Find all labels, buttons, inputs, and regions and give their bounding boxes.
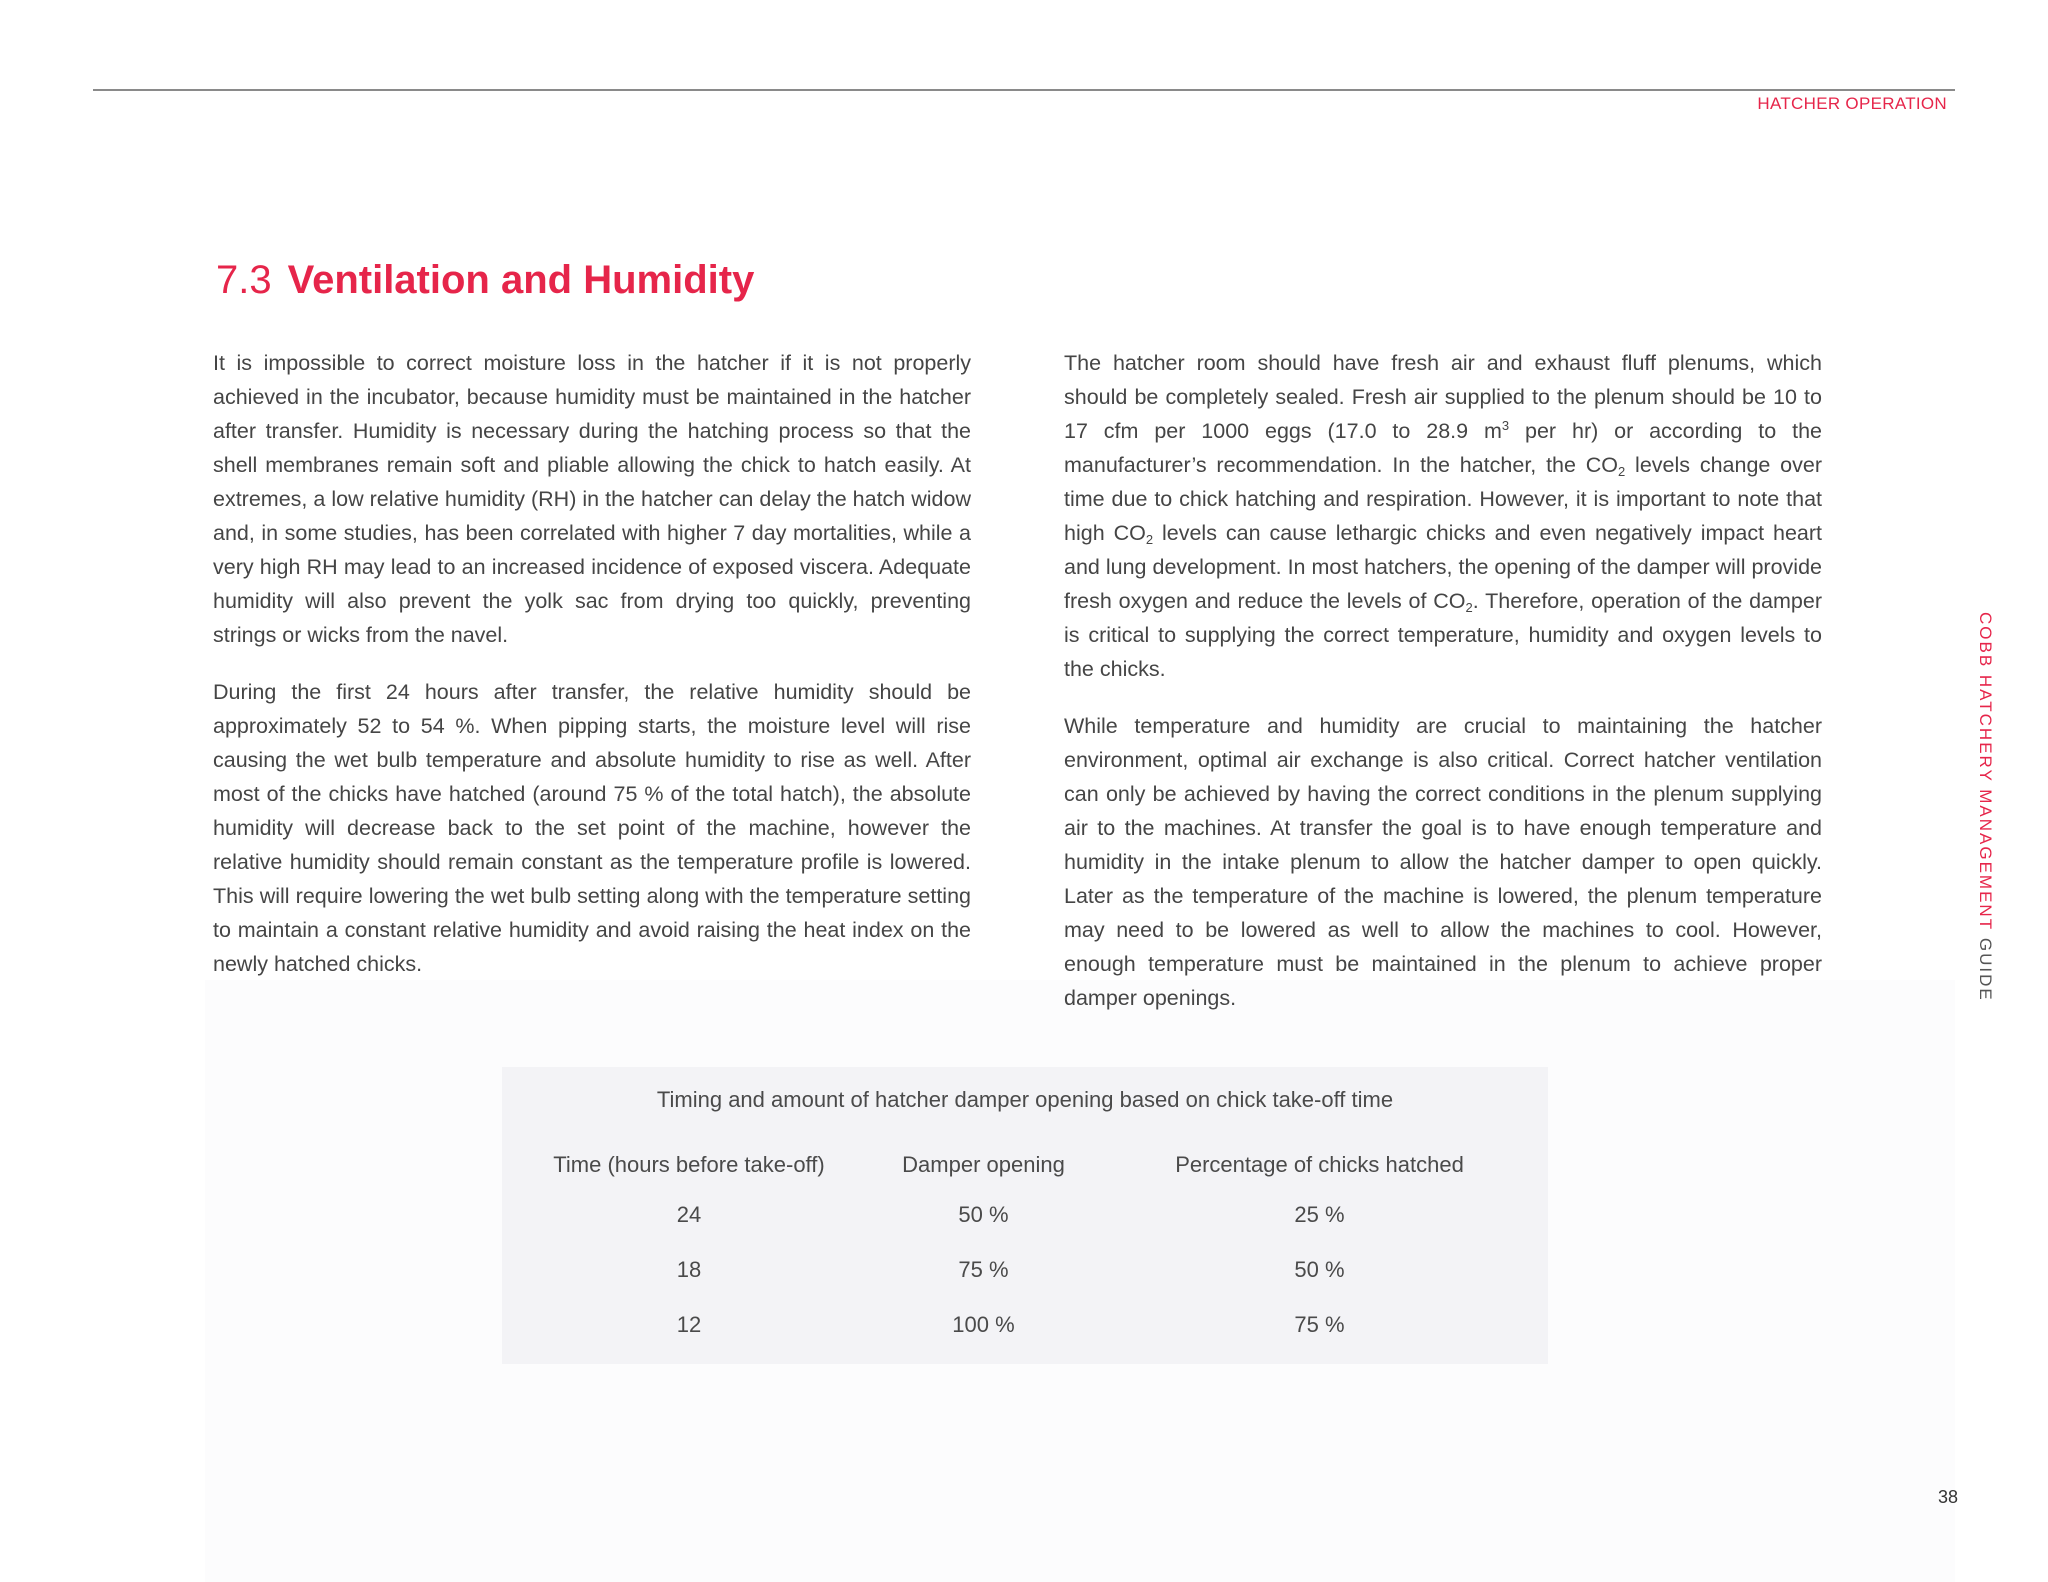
text-run: per hr) or according to the manufacturer’s recommendation. In the hatcher, the CO <box>1064 419 1822 477</box>
table-cell: 50 % <box>1294 1256 1345 1282</box>
section-title: Ventilation and Humidity <box>287 258 755 302</box>
text-run: . Therefore, operation of the damper is critical to supplying the correct temperature, humidity and oxygen levels to the chicks. <box>1064 589 1822 681</box>
subscript: 2 <box>1145 532 1154 547</box>
left-column <box>213 346 971 1004</box>
text-run: levels change over time due to chick hatching and respiration. However, it is important to note that high CO <box>1064 453 1822 545</box>
left-paragraph-2: During the first 24 hours after transfer, the relative humidity should be approximately 52 to 54 %. When pipping starts, the moisture level will rise causing the wet bulb temperature and absolute humidity to rise as well. After most of the chicks have hatched (around 75 % of the total hatch), the absolute humidity will decrease back to the set point of the machine, however the relative humidity should remain constant as the temperature profile is lowered. This will require lowering the wet bulb setting along with the temperature setting to maintain a constant relative humidity and avoid raising the heat index on the newly hatched chicks. <box>213 680 971 976</box>
section-number: 7.3 <box>216 258 272 302</box>
subscript: 2 <box>1618 464 1626 479</box>
section-heading <box>216 258 754 303</box>
table-row <box>502 1187 1548 1242</box>
right-paragraph-2: While temperature and humidity are crucial to maintaining the hatcher environment, optimal air exchange is also critical. Correct hatcher ventilation can only be achieved by having the correct conditions in the plenum supplying air to the machines. At transfer the goal is to have enough temperature and humidity in the intake plenum to allow the hatcher damper to open quickly. Later as the temperature of the machine is lowered, the plenum temperature may need to be lowered as well to allow the machines to cool. However, enough temperature must be maintained in the plenum to achieve proper damper openings. <box>1064 714 1822 1010</box>
table-cell: 100 % <box>952 1311 1015 1337</box>
table-header-cell: Time (hours before take-off) <box>553 1152 825 1177</box>
text-run: levels can cause lethargic chicks and even negatively impact heart and lung development. In most hatchers, the opening of the damper will provide fresh oxygen and reduce the levels of CO <box>1064 521 1822 613</box>
side-title <box>1975 612 1995 1002</box>
right-column <box>1064 346 1822 1038</box>
header-rule <box>93 89 1955 91</box>
table-row <box>502 1297 1548 1352</box>
table-cell: 12 <box>676 1311 702 1337</box>
left-paragraph-1: It is impossible to correct moisture loss in the hatcher if it is not properly achieved in the incubator, because humidity must be maintained in the hatcher after transfer. Humidity is necessary during the hatching process so that the shell membranes remain soft and pliable allowing the chick to hatch easily. At extremes, a low relative humidity (RH) in the hatcher can delay the hatch widow and, in some studies, has been correlated with higher 7 day mortalities, while a very high RH may lead to an increased incidence of exposed viscera. Adequate humidity will also prevent the yolk sac from drying too quickly, preventing strings or wicks from the navel. <box>213 351 971 647</box>
page-number: 38 <box>1937 1487 1958 1507</box>
table-header-cell: Damper opening <box>902 1152 1065 1177</box>
table-caption: Timing and amount of hatcher damper opening based on chick take-off time <box>656 1087 1394 1112</box>
side-title-suffix: GUIDE <box>1976 937 1995 1002</box>
table-cell: 50 % <box>958 1201 1009 1227</box>
subscript: 2 <box>1465 600 1473 615</box>
superscript: 3 <box>1501 418 1510 433</box>
table-cell: 75 % <box>1294 1311 1345 1337</box>
table-cell: 25 % <box>1294 1201 1345 1227</box>
right-paragraph-1 <box>1064 346 1822 686</box>
text-run: The hatcher room should have fresh air and exhaust fluff plenums, which should be completely sealed. Fresh air supplied to the plenum should be 10 to 17 cfm per 1000 eggs (17.0 to 28.9 m <box>1064 351 1822 443</box>
damper-table-box <box>502 1067 1548 1364</box>
running-head: HATCHER OPERATION <box>1757 94 1947 113</box>
table-header-row <box>502 1143 1548 1187</box>
table-cell: 75 % <box>958 1256 1009 1282</box>
table-cell: 18 <box>676 1256 702 1282</box>
table-header-cell: Percentage of chicks hatched <box>1175 1152 1464 1177</box>
damper-table <box>502 1143 1548 1352</box>
side-title-main: COBB HATCHERY MANAGEMENT <box>1976 612 1995 932</box>
table-cell: 24 <box>676 1201 702 1227</box>
table-row <box>502 1242 1548 1297</box>
